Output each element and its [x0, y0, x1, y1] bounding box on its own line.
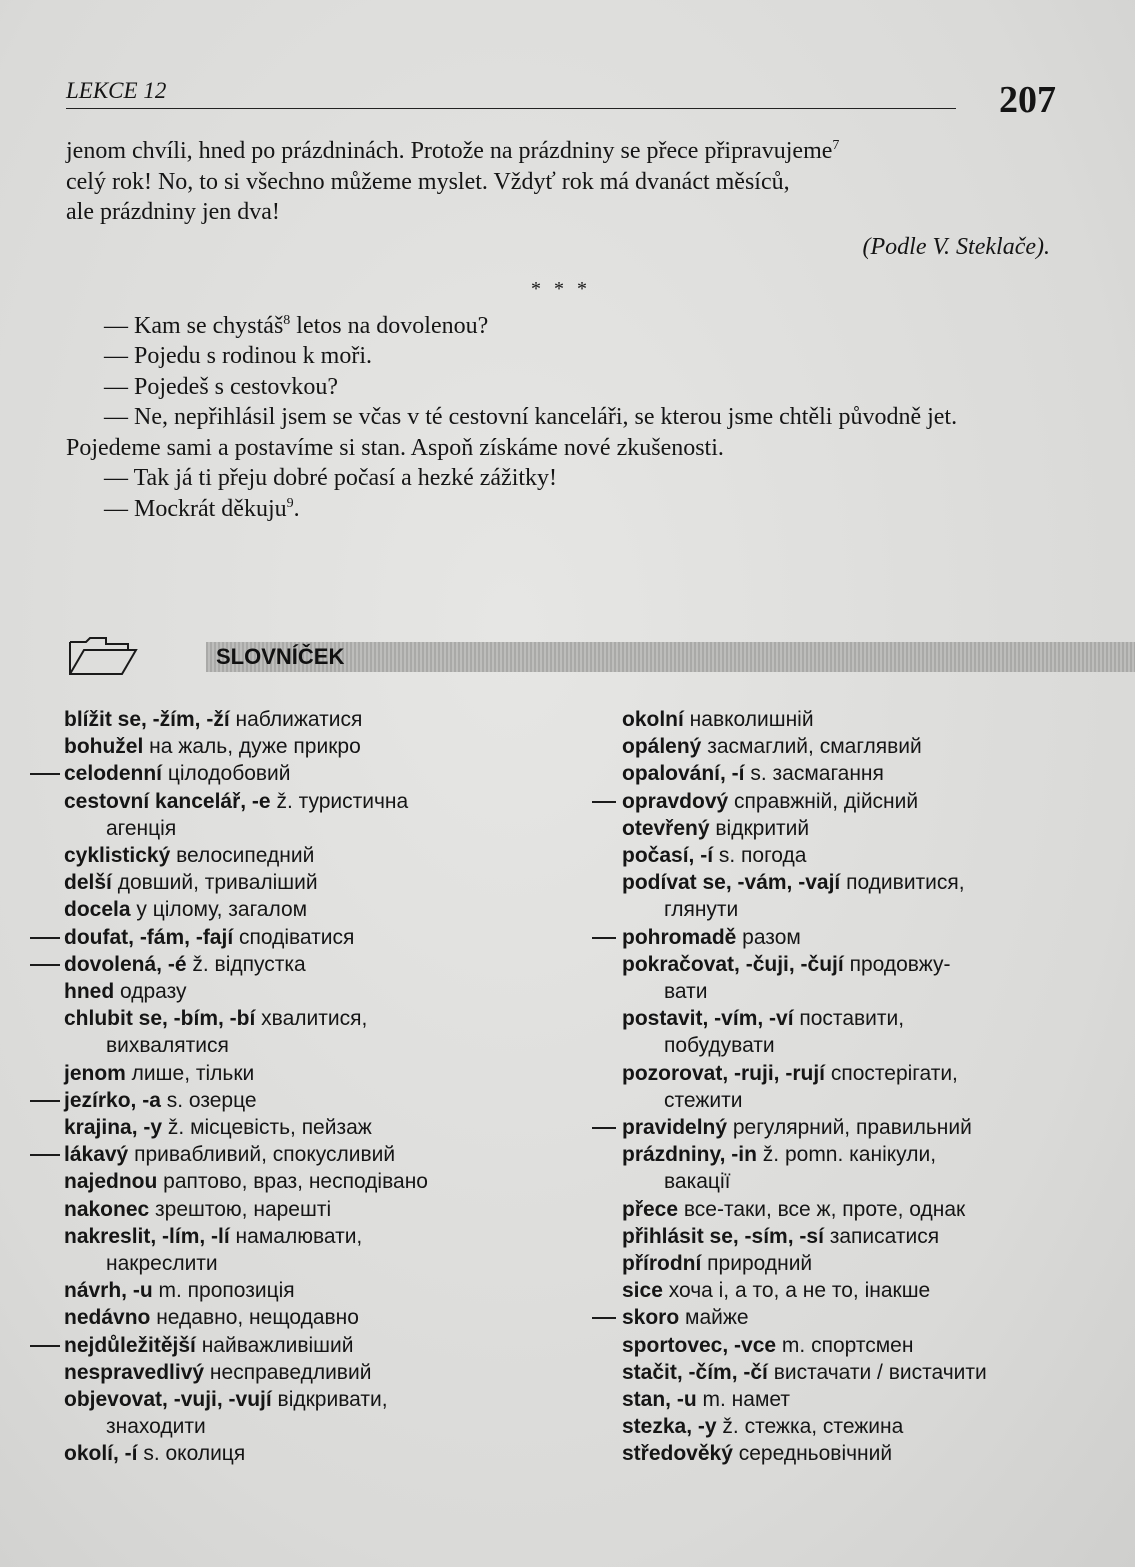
vocab-entry: [64, 1386, 564, 1440]
vocab-word: pozorovat, -ruji, -rují: [622, 1061, 825, 1085]
vocabulary-header: [66, 634, 1066, 676]
footnote-ref: 9: [286, 495, 294, 511]
vocab-word: otevřený: [622, 816, 710, 840]
vocab-translation: навколишній: [683, 708, 814, 731]
vocab-word: opalování, -í: [622, 762, 745, 786]
vocab-translation: вистачати / вистачити: [767, 1360, 987, 1384]
vocab-entry: [64, 706, 564, 733]
vocab-word: chlubit se, -bím, -bí: [64, 1007, 256, 1031]
vocab-entry: [64, 1196, 564, 1223]
folder-icon: [66, 634, 140, 676]
vocab-translation: поставити,: [793, 1007, 905, 1031]
vocab-word: docela: [64, 898, 131, 922]
vocab-translation: спостерігати,: [825, 1061, 958, 1085]
vocab-translation: s. озерце: [160, 1088, 257, 1112]
vocab-translation: найважливіший: [195, 1333, 354, 1357]
vocab-entry: [64, 1359, 564, 1386]
page-header: [66, 78, 1056, 122]
source-attribution: (Podle V. Steklače).: [862, 233, 1050, 260]
vocab-word: podívat se, -vám, -vají: [622, 871, 841, 895]
vocab-translation: недавно, нещодавно: [150, 1306, 359, 1330]
vocab-entry: [622, 1223, 1072, 1250]
vocab-translation: справжній, дійсний: [728, 789, 919, 813]
vocab-entry: [622, 951, 1072, 1005]
vocab-entry: [622, 1060, 1072, 1114]
vocab-word: sice: [622, 1279, 663, 1303]
vocab-entry: [64, 1005, 564, 1059]
vocab-entry: [64, 1141, 564, 1168]
vocab-entry: [622, 1304, 1072, 1331]
vocab-word: nakonec: [64, 1197, 150, 1221]
vocab-translation: відкритий: [709, 816, 810, 840]
vocab-word: pohromadě: [622, 925, 737, 949]
vocab-word: celodenní: [64, 762, 163, 786]
vocab-entry: [622, 1359, 1072, 1386]
vocab-translation: довший, триваліший: [111, 871, 318, 895]
vocab-translation: ž. pomn. канікули,: [756, 1143, 937, 1167]
margin-dash-mark: [592, 937, 616, 939]
vocab-word: jenom: [64, 1061, 126, 1085]
vocab-entry: [64, 1440, 564, 1467]
vocab-word: sportovec, -vce: [622, 1333, 777, 1357]
vocab-word: prázdniny, -in: [622, 1143, 757, 1167]
vocab-entry: [622, 869, 1072, 923]
vocab-entry: [622, 1141, 1072, 1195]
vocab-word: krajina, -y: [64, 1116, 163, 1140]
vocab-translation: подивитися,: [840, 871, 965, 895]
lesson-title: LEKCE 12: [66, 78, 167, 103]
vocab-entry: [622, 760, 1072, 787]
vocab-translation: велосипедний: [170, 844, 315, 868]
vocab-word: stačit, -čím, -čí: [622, 1360, 768, 1384]
vocab-translation-continued: вихвалятися: [106, 1034, 229, 1058]
vocab-entry: [64, 924, 564, 951]
vocab-entry: [64, 978, 564, 1005]
vocab-word: nakreslit, -lím, -lí: [64, 1224, 230, 1248]
vocab-translation: разом: [736, 925, 801, 949]
vocab-translation: записатися: [823, 1224, 940, 1248]
vocab-entry: [622, 733, 1072, 760]
vocab-translation: m. пропозиція: [152, 1279, 295, 1303]
vocab-translation-continued: агенція: [106, 816, 177, 840]
margin-dash-mark: [30, 1100, 60, 1102]
vocabulary-column-left: [64, 706, 564, 1468]
vocab-translation: зрештою, нарешті: [149, 1197, 332, 1221]
vocab-word: přírodní: [622, 1252, 702, 1276]
vocab-translation: s. засмагання: [744, 762, 884, 786]
vocab-entry: [622, 1413, 1072, 1440]
margin-dash-mark: [592, 1317, 616, 1319]
vocab-entry: [64, 1332, 564, 1359]
vocab-entry: [622, 1114, 1072, 1141]
vocab-entry: [622, 1005, 1072, 1059]
vocab-word: hned: [64, 980, 115, 1004]
story-line-1: jenom chvíli, hned po prázdninách. Protože na prázdniny se přece připravujeme$^7$: [66, 138, 840, 164]
vocab-word: lákavý: [64, 1143, 129, 1167]
vocab-entry: [64, 1223, 564, 1277]
vocab-translation: хвалитися,: [255, 1007, 368, 1031]
vocab-translation-continued: глянути: [664, 898, 739, 922]
vocab-word: pravidelný: [622, 1116, 728, 1140]
vocab-translation: наближатися: [229, 708, 363, 731]
vocab-word: cestovní kancelář, -e: [64, 789, 271, 813]
vocab-entry: [64, 1304, 564, 1331]
reading-text: [66, 136, 1056, 524]
vocab-translation: хоча і, а то, а не то, інакше: [662, 1279, 931, 1303]
vocab-entry: [64, 1168, 564, 1195]
vocab-translation-continued: побудувати: [664, 1034, 775, 1058]
vocab-entry: [64, 951, 564, 978]
header-rule: [66, 108, 956, 109]
vocab-word: stezka, -y: [622, 1415, 717, 1439]
vocab-translation: майже: [679, 1306, 749, 1330]
vocab-translation: у цілому, загалом: [130, 898, 308, 922]
vocab-translation: m. намет: [696, 1388, 790, 1412]
vocab-word: opravdový: [622, 789, 729, 813]
vocab-translation: лише, тільки: [125, 1061, 255, 1085]
vocab-translation: раптово, враз, несподівано: [157, 1170, 428, 1194]
section-separator: * * *: [531, 278, 591, 300]
margin-dash-mark: [30, 964, 60, 966]
margin-dash-mark: [30, 937, 60, 939]
vocab-entry: [64, 869, 564, 896]
vocab-word: přihlásit se, -sím, -sí: [622, 1224, 824, 1248]
vocab-translation-continued: накреслити: [106, 1252, 218, 1276]
vocab-entry: [622, 1250, 1072, 1277]
dialogue-line: — Pojedu s rodinou k moři.: [104, 343, 372, 369]
vocab-translation: s. околиця: [137, 1442, 246, 1466]
vocab-word: blížit se, -žím, -ží: [64, 708, 230, 731]
vocab-entry: [622, 842, 1072, 869]
margin-dash-mark: [30, 1154, 60, 1156]
vocab-translation: середньовічний: [732, 1442, 893, 1466]
vocab-translation-continued: знаходити: [106, 1415, 206, 1439]
vocab-word: opálený: [622, 735, 702, 759]
vocab-translation: s. погода: [713, 844, 807, 868]
vocab-entry: [64, 1114, 564, 1141]
vocab-entry: [622, 788, 1072, 815]
vocab-word: přece: [622, 1197, 679, 1221]
dialogue-line: — Mockrát děkuju$^9$.: [104, 495, 300, 522]
vocab-translation: ž. відпустка: [186, 952, 306, 976]
vocab-entry: [622, 706, 1072, 733]
vocab-word: návrh, -u: [64, 1279, 153, 1303]
margin-dash-mark: [30, 1345, 60, 1347]
vocab-translation: намалювати,: [229, 1224, 363, 1248]
vocab-word: skoro: [622, 1306, 680, 1330]
vocab-translation: все-таки, все ж, проте, однак: [678, 1197, 966, 1221]
vocab-translation: ž. туристична: [270, 789, 409, 813]
vocab-translation-continued: вати: [664, 980, 708, 1004]
vocab-translation: ž. стежка, стежина: [716, 1415, 904, 1439]
vocab-word: okolí, -í: [64, 1442, 138, 1466]
story-line-2: celý rok! No, to si všechno můžeme myslet. Vždyť rok má dvanáct měsíců,: [66, 168, 790, 195]
vocab-translation-continued: вакації: [664, 1170, 731, 1194]
vocab-translation-continued: стежити: [664, 1088, 743, 1112]
vocab-translation: природний: [701, 1252, 813, 1276]
vocab-translation: регулярний, правильний: [727, 1116, 972, 1140]
vocab-translation: ž. місцевість, пейзаж: [162, 1116, 372, 1140]
dialogue-line: — Ne, nepřihlásil jsem se včas v té cestovní kanceláři, se kterou jsme chtěli původně jet. Pojedeme sami a postavíme si stan. Aspoň získáme nové zkušenosti.: [66, 404, 958, 461]
vocab-entry: [622, 815, 1072, 842]
vocab-translation: сподіватися: [233, 925, 355, 949]
story-line-3: ale prázdniny jen dva!: [66, 199, 280, 225]
vocab-word: středověký: [622, 1442, 733, 1466]
vocab-entry: [64, 1087, 564, 1114]
vocab-word: dovolená, -é: [64, 952, 187, 976]
margin-dash-mark: [592, 801, 616, 803]
vocab-translation: цілодобовий: [162, 762, 291, 786]
vocab-word: stan, -u: [622, 1388, 697, 1412]
vocabulary-column-right: [622, 706, 1072, 1468]
vocab-translation: засмаглий, смаглявий: [701, 735, 922, 759]
vocab-entry: [64, 733, 564, 760]
vocab-translation: продовжу-: [843, 952, 951, 976]
vocab-translation: привабливий, спокусливий: [128, 1143, 396, 1167]
page-number: 207: [999, 79, 1056, 121]
vocab-entry: [622, 924, 1072, 951]
vocab-word: delší: [64, 871, 112, 895]
vocab-entry: [64, 842, 564, 869]
dialogue-line: — Tak já ti přeju dobré počasí a hezké zážitky!: [104, 465, 558, 491]
vocab-word: nejdůležitější: [64, 1333, 196, 1357]
footnote-ref: 7: [832, 138, 840, 153]
vocab-entry: [64, 1060, 564, 1087]
footnote-ref: 8: [283, 312, 291, 328]
vocab-word: postavit, -vím, -ví: [622, 1007, 794, 1031]
vocab-entry: [622, 1277, 1072, 1304]
vocab-entry: [622, 1332, 1072, 1359]
vocab-word: jezírko, -a: [64, 1088, 161, 1112]
margin-dash-mark: [30, 773, 60, 775]
dialogue-line: — Kam se chystáš$^8$ letos na dovolenou?: [104, 312, 489, 339]
vocab-translation: m. спортсмен: [776, 1333, 914, 1357]
vocab-word: objevovat, -vuji, -vují: [64, 1388, 272, 1412]
vocab-word: cyklistický: [64, 844, 171, 868]
vocab-word: nespravedlivý: [64, 1360, 205, 1384]
vocabulary-title: SLOVNÍČEK: [216, 644, 345, 669]
vocab-entry: [622, 1440, 1072, 1467]
vocab-word: doufat, -fám, -fají: [64, 925, 234, 949]
vocab-word: okolní: [622, 708, 684, 731]
vocab-word: pokračovat, -čuji, -čují: [622, 952, 844, 976]
vocab-word: najednou: [64, 1170, 158, 1194]
vocab-entry: [64, 896, 564, 923]
vocab-entry: [622, 1196, 1072, 1223]
vocab-entry: [64, 760, 564, 787]
vocab-translation: одразу: [114, 980, 187, 1004]
vocab-entry: [622, 1386, 1072, 1413]
vocab-translation: відкривати,: [271, 1388, 388, 1412]
vocab-word: počasí, -í: [622, 844, 714, 868]
vocab-word: nedávno: [64, 1306, 151, 1330]
vocabulary-title-bar: [206, 642, 1135, 672]
vocab-entry: [64, 1277, 564, 1304]
vocab-word: bohužel: [64, 735, 144, 759]
vocab-translation: на жаль, дуже прикро: [143, 735, 361, 759]
margin-dash-mark: [592, 1127, 616, 1129]
dialogue-line: — Pojedeš s cestovkou?: [104, 373, 338, 400]
vocab-translation: несправедливий: [204, 1360, 372, 1384]
vocab-entry: [64, 788, 564, 842]
